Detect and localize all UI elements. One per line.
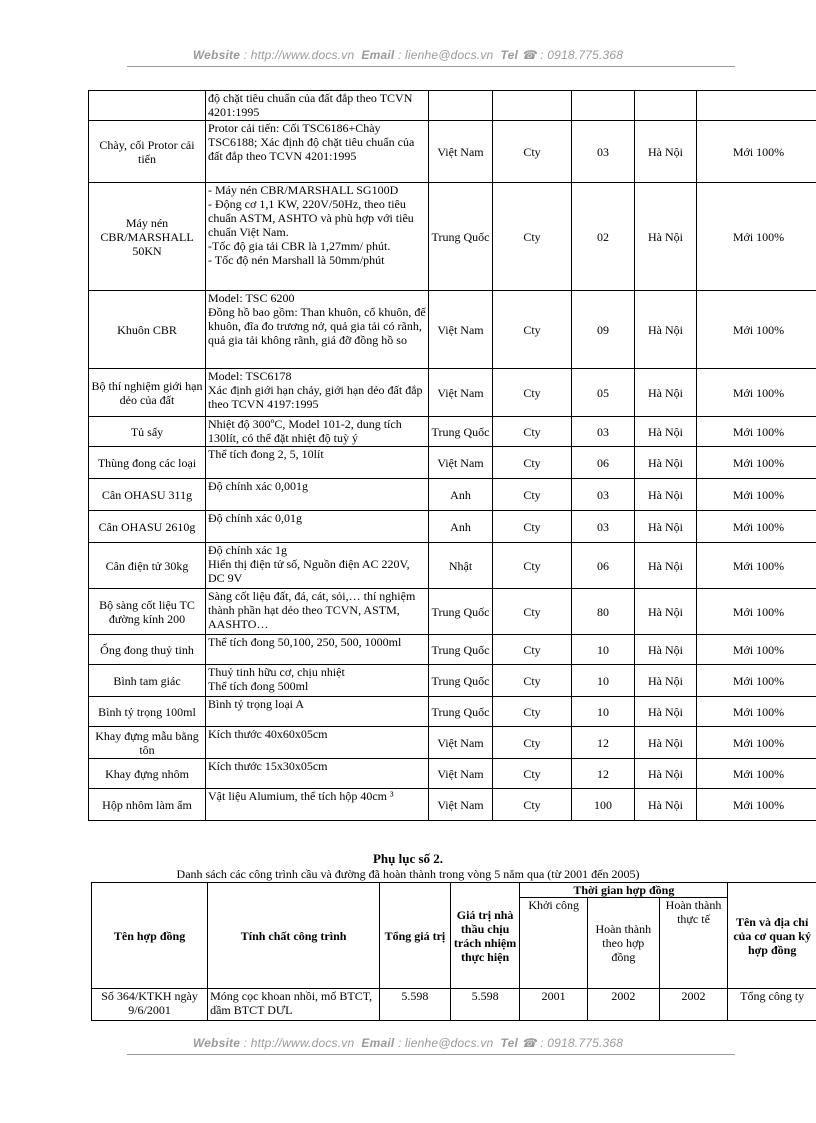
- equipment-owner: Cty: [493, 589, 572, 635]
- equipment-status: Mới 100%: [697, 291, 816, 369]
- equipment-origin: [429, 91, 493, 121]
- equipment-origin: Trung Quốc: [429, 697, 493, 727]
- footer-website-label: Website: [192, 1036, 241, 1050]
- equipment-owner: Cty: [493, 697, 572, 727]
- equipment-origin: Trung Quốc: [429, 665, 493, 697]
- tel-value: ☎ : 0918.775.368: [521, 48, 624, 62]
- col-finish-actual: Hoàn thành thực tế: [659, 898, 728, 989]
- equipment-status: Mới 100%: [697, 665, 816, 697]
- equipment-qty: 02: [572, 183, 635, 291]
- equipment-spec: Sàng cốt liệu đất, đá, cát, sỏi,… thí nghiệm thành phần hạt dẻo theo TCVN, ASTM, AASHTO…: [206, 589, 429, 635]
- equipment-owner: Cty: [493, 479, 572, 511]
- equipment-status: Mới 100%: [697, 589, 816, 635]
- equipment-row: [89, 759, 816, 789]
- contract-finish-actual: 2002: [659, 989, 728, 1021]
- equipment-location: Hà Nội: [635, 447, 697, 479]
- appendix-subtitle: Danh sách các công trình cầu và đường đã hoàn thành trong vòng 5 năm qua (từ 2001 đến 2005): [176, 867, 640, 881]
- equipment-spec: độ chặt tiêu chuẩn của đất đắp theo TCVN 4201:1995: [206, 91, 429, 121]
- appendix-title: Phụ lục số 2.: [372, 851, 444, 866]
- equipment-origin: Nhật: [429, 543, 493, 589]
- equipment-owner: Cty: [493, 789, 572, 821]
- equipment-status: Mới 100%: [697, 369, 816, 417]
- equipment-location: Hà Nội: [635, 727, 697, 759]
- equipment-owner: Cty: [493, 291, 572, 369]
- equipment-owner: Cty: [493, 635, 572, 665]
- contract-contract-name: Số 364/KTKH ngày 9/6/2001: [92, 989, 208, 1021]
- equipment-owner: Cty: [493, 417, 572, 447]
- equipment-name: Hộp nhôm làm ẩm: [89, 789, 206, 821]
- equipment-status: Mới 100%: [697, 121, 816, 183]
- equipment-spec: Thể tích đong 50,100, 250, 500, 1000ml: [206, 635, 429, 665]
- header-divider: [127, 66, 735, 67]
- equipment-table-body: [89, 91, 816, 821]
- equipment-location: Hà Nội: [635, 789, 697, 821]
- equipment-origin: Việt Nam: [429, 369, 493, 417]
- equipment-qty: 03: [572, 121, 635, 183]
- equipment-owner: [493, 91, 572, 121]
- equipment-status: Mới 100%: [697, 697, 816, 727]
- equipment-owner: Cty: [493, 369, 572, 417]
- equipment-row: [89, 417, 816, 447]
- equipment-location: Hà Nội: [635, 635, 697, 665]
- contract-row: [92, 989, 816, 1021]
- equipment-spec: - Máy nén CBR/MARSHALL SG100D - Động cơ 1,1 KW, 220V/50Hz, theo tiêu chuẩn ASTM, ASHTO và phù hợp với tiêu chuẩn Việt Nam. -Tốc độ gia tải CBR là 1,27mm/ phút. - Tốc độ nén Marshall là 50mm/phút: [206, 183, 429, 291]
- equipment-name: Bộ thí nghiệm giới hạn dẻo của đất: [89, 369, 206, 417]
- equipment-row: [89, 665, 816, 697]
- email-label: Email: [361, 48, 395, 62]
- equipment-location: Hà Nội: [635, 543, 697, 589]
- equipment-origin: Trung Quốc: [429, 183, 493, 291]
- equipment-origin: Anh: [429, 511, 493, 543]
- equipment-status: Mới 100%: [697, 417, 816, 447]
- equipment-location: Hà Nội: [635, 589, 697, 635]
- page-footer: [0, 1036, 816, 1050]
- equipment-row: [89, 727, 816, 759]
- col-total-value: Tổng giá trị: [380, 883, 451, 989]
- equipment-origin: Việt Nam: [429, 291, 493, 369]
- equipment-owner: Cty: [493, 121, 572, 183]
- equipment-qty: 12: [572, 759, 635, 789]
- equipment-owner: Cty: [493, 665, 572, 697]
- equipment-spec: Thể tích đong 2, 5, 10lít: [206, 447, 429, 479]
- equipment-owner: Cty: [493, 543, 572, 589]
- equipment-qty: 03: [572, 417, 635, 447]
- equipment-origin: Trung Quốc: [429, 635, 493, 665]
- equipment-row: [89, 589, 816, 635]
- equipment-origin: Trung Quốc: [429, 589, 493, 635]
- page-header: [0, 48, 816, 62]
- equipment-name: Khuôn CBR: [89, 291, 206, 369]
- col-start: Khởi công: [520, 898, 588, 989]
- equipment-row: [89, 635, 816, 665]
- equipment-qty: 100: [572, 789, 635, 821]
- col-finish-contract: Hoàn thành theo hợp đồng: [587, 898, 659, 989]
- equipment-qty: 05: [572, 369, 635, 417]
- equipment-status: Mới 100%: [697, 759, 816, 789]
- equipment-row: [89, 183, 816, 291]
- contract-agency: Tổng công ty: [728, 989, 816, 1021]
- equipment-qty: 09: [572, 291, 635, 369]
- equipment-name: Thùng đong các loại: [89, 447, 206, 479]
- equipment-row: [89, 789, 816, 821]
- equipment-qty: 10: [572, 665, 635, 697]
- equipment-location: Hà Nội: [635, 665, 697, 697]
- equipment-spec: Độ chính xác 0,01g: [206, 511, 429, 543]
- equipment-row: [89, 447, 816, 479]
- equipment-row: [89, 511, 816, 543]
- equipment-spec: Độ chính xác 0,001g: [206, 479, 429, 511]
- equipment-location: Hà Nội: [635, 697, 697, 727]
- col-contractor-value: Giá trị nhà thầu chịu trách nhiệm thực hiện: [450, 883, 520, 989]
- equipment-owner: Cty: [493, 759, 572, 789]
- equipment-qty: [572, 91, 635, 121]
- contract-total-value: 5.598: [380, 989, 451, 1021]
- equipment-status: Mới 100%: [697, 789, 816, 821]
- equipment-location: Hà Nội: [635, 511, 697, 543]
- equipment-status: Mới 100%: [697, 727, 816, 759]
- equipment-status: [697, 91, 816, 121]
- equipment-location: Hà Nội: [635, 183, 697, 291]
- contracts-table: [91, 882, 816, 1021]
- footer-email-value: : lienhe@docs.vn: [397, 1036, 494, 1050]
- contract-contractor-value: 5.598: [450, 989, 520, 1021]
- equipment-origin: Việt Nam: [429, 447, 493, 479]
- equipment-status: Mới 100%: [697, 183, 816, 291]
- equipment-name: Ống đong thuỷ tinh: [89, 635, 206, 665]
- equipment-qty: 10: [572, 635, 635, 665]
- equipment-name: Cân OHASU 311g: [89, 479, 206, 511]
- equipment-spec: Model: TSC6178 Xác định giới hạn chảy, giới hạn dẻo đất đắp theo TCVN 4197:1995: [206, 369, 429, 417]
- equipment-owner: Cty: [493, 183, 572, 291]
- website-label: Website: [192, 48, 241, 62]
- equipment-status: Mới 100%: [697, 479, 816, 511]
- equipment-origin: Việt Nam: [429, 121, 493, 183]
- footer-divider: [127, 1054, 735, 1055]
- footer-tel-label: Tel: [500, 1036, 518, 1050]
- col-contract-time: Thời gian hợp đồng: [520, 883, 728, 898]
- equipment-name: Tủ sấy: [89, 417, 206, 447]
- equipment-spec: Kích thước 40x60x05cm: [206, 727, 429, 759]
- contract-finish-contract: 2002: [587, 989, 659, 1021]
- equipment-status: Mới 100%: [697, 635, 816, 665]
- col-contract-name: Tên hợp đồng: [92, 883, 208, 989]
- equipment-name: Khay đựng mẫu bằng tôn: [89, 727, 206, 759]
- equipment-name: Bình tỷ trọng 100ml: [89, 697, 206, 727]
- equipment-status: Mới 100%: [697, 447, 816, 479]
- equipment-spec: Thuỷ tinh hữu cơ, chịu nhiệt Thể tích đong 500ml: [206, 665, 429, 697]
- equipment-row: [89, 121, 816, 183]
- equipment-name: Cân OHASU 2610g: [89, 511, 206, 543]
- equipment-location: Hà Nội: [635, 759, 697, 789]
- equipment-row: [89, 369, 816, 417]
- equipment-qty: 03: [572, 511, 635, 543]
- equipment-status: Mới 100%: [697, 511, 816, 543]
- equipment-qty: 03: [572, 479, 635, 511]
- contract-start: 2001: [520, 989, 588, 1021]
- website-url: : http://www.docs.vn: [243, 48, 355, 62]
- equipment-spec: Kích thước 15x30x05cm: [206, 759, 429, 789]
- equipment-spec: Vật liệu Alumium, thể tích hộp 40cm ³: [206, 789, 429, 821]
- equipment-row: [89, 543, 816, 589]
- contract-nature: Móng cọc khoan nhồi, mố BTCT, dầm BTCT DƯL: [208, 989, 380, 1021]
- equipment-name: Chày, cối Protor cải tiến: [89, 121, 206, 183]
- equipment-origin: Trung Quốc: [429, 417, 493, 447]
- equipment-owner: Cty: [493, 727, 572, 759]
- equipment-name: Máy nén CBR/MARSHALL 50KN: [89, 183, 206, 291]
- equipment-row: [89, 697, 816, 727]
- equipment-spec: Model: TSC 6200 Đồng hồ bao gồm: Than khuôn, cổ khuôn, đế khuôn, đĩa đo trương nở, quả gia tải có rãnh, quả gia tải không rãnh, giá đỡ đồng hồ so: [206, 291, 429, 369]
- equipment-qty: 12: [572, 727, 635, 759]
- col-nature: Tính chất công trình: [208, 883, 380, 989]
- equipment-name: Bộ sàng cốt liệu TC đường kính 200: [89, 589, 206, 635]
- equipment-location: Hà Nội: [635, 121, 697, 183]
- equipment-spec: Nhiệt độ 300ºC, Model 101-2, dung tích 130lít, có thể đặt nhiệt độ tuỳ ý: [206, 417, 429, 447]
- equipment-origin: Việt Nam: [429, 759, 493, 789]
- equipment-location: Hà Nội: [635, 417, 697, 447]
- equipment-owner: Cty: [493, 447, 572, 479]
- equipment-spec: Protor cải tiến: Cối TSC6186+Chày TSC6188; Xác định độ chặt tiêu chuẩn của đất đắp theo TCVN 4201:1995: [206, 121, 429, 183]
- col-agency: Tên và địa chỉ của cơ quan ký hợp đồng: [728, 883, 816, 989]
- equipment-name: [89, 91, 206, 121]
- equipment-name: Bình tam giác: [89, 665, 206, 697]
- email-value: : lienhe@docs.vn: [397, 48, 494, 62]
- equipment-row: [89, 291, 816, 369]
- footer-tel-value: ☎ : 0918.775.368: [521, 1036, 624, 1050]
- equipment-qty: 80: [572, 589, 635, 635]
- equipment-spec: Bình tỷ trọng loại A: [206, 697, 429, 727]
- tel-label: Tel: [500, 48, 518, 62]
- equipment-name: Khay đựng nhôm: [89, 759, 206, 789]
- equipment-location: Hà Nội: [635, 479, 697, 511]
- footer-email-label: Email: [361, 1036, 395, 1050]
- equipment-table: [88, 90, 816, 821]
- equipment-owner: Cty: [493, 511, 572, 543]
- equipment-location: Hà Nội: [635, 369, 697, 417]
- footer-website-url: : http://www.docs.vn: [243, 1036, 355, 1050]
- equipment-origin: Anh: [429, 479, 493, 511]
- equipment-qty: 06: [572, 447, 635, 479]
- equipment-origin: Việt Nam: [429, 789, 493, 821]
- equipment-name: Cân điện tử 30kg: [89, 543, 206, 589]
- equipment-spec: Độ chính xác 1g Hiển thị điện tử số, Nguồn điện AC 220V, DC 9V: [206, 543, 429, 589]
- contracts-table-body: [92, 989, 816, 1021]
- equipment-qty: 06: [572, 543, 635, 589]
- equipment-row: [89, 479, 816, 511]
- equipment-row: [89, 91, 816, 121]
- equipment-location: Hà Nội: [635, 291, 697, 369]
- equipment-status: Mới 100%: [697, 543, 816, 589]
- equipment-origin: Việt Nam: [429, 727, 493, 759]
- equipment-qty: 10: [572, 697, 635, 727]
- equipment-location: [635, 91, 697, 121]
